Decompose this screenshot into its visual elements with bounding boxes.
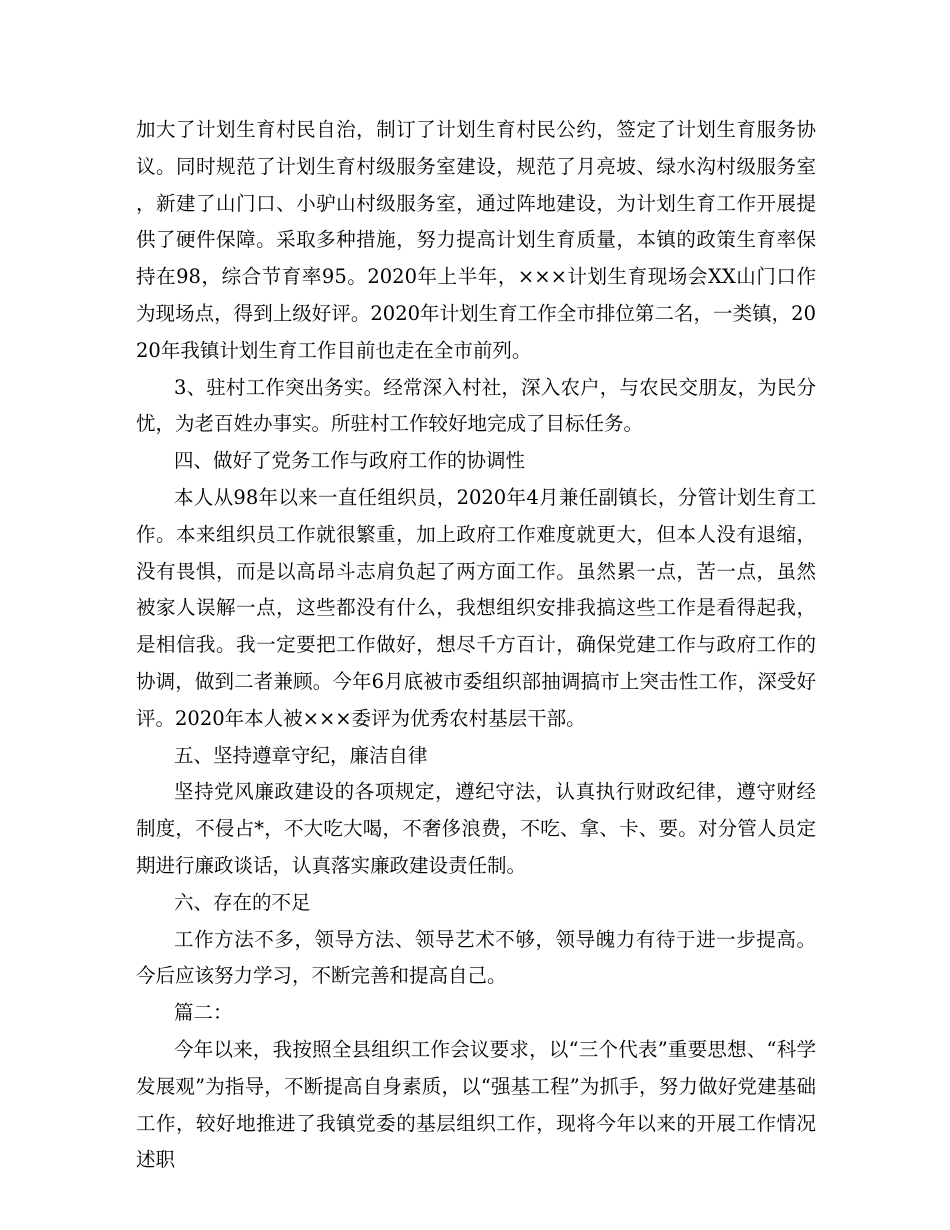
paragraph-family-planning: 加大了计划生育村民自治，制订了计划生育村民公约，签定了计划生育服务协议。同时规范了计划生育村级服务室建设，规范了月亮坡、绿水沟村级服务室，新建了山门口、小驴山村级服务室，通过阵地建设，为计划生育工作开展提供了硬件保障。采取多种措施，努力提高计划生育质量，本镇的政策生育率保持在98，综合节育率95。2020年上半年，×××计划生育现场会XX山门口作为现场点，得到上级好评。2020年计划生育工作全市排位第二名，一类镇，2020年我镇计划生育工作目前也走在全市前列。 xyxy=(136,118,816,362)
paragraph-village-work: 3、驻村工作突出务实。经常深入村社，深入农户，与农民交朋友，为民分忧，为老百姓办事实。所驻村工作较好地完成了目标任务。 xyxy=(136,375,816,436)
document-body xyxy=(136,112,816,1179)
section-heading-coordination: 四、做好了党务工作与政府工作的协调性 xyxy=(174,449,526,473)
paragraph-part-two-intro: 今年以来，我按照全县组织工作会议要求，以“三个代表”重要思想、“科学发展观”为指导，不断提高自身素质，以“强基工程”为抓手，努力做好党建基础工作，较好地推进了我镇党委的基层组织工作，现将今年以来的开展工作情况述职 xyxy=(136,1037,816,1172)
section-heading-discipline: 五、坚持遵章守纪，廉洁自律 xyxy=(174,743,428,767)
section-heading-shortcomings: 六、存在的不足 xyxy=(174,890,311,914)
paragraph-discipline: 坚持党风廉政建设的各项规定，遵纪守法，认真执行财政纪律，遵守财经制度，不侵占*，不大吃大喝，不奢侈浪费，不吃、拿、卡、要。对分管人员定期进行廉政谈话，认真落实廉政建设责任制。 xyxy=(136,780,816,877)
paragraph-coordination: 本人从98年以来一直任组织员，2020年4月兼任副镇长，分管计划生育工作。本来组织员工作就很繁重，加上政府工作难度就更大，但本人没有退缩，没有畏惧，而是以高昂斗志肩负起了两方面工作。虽然累一点，苦一点，虽然被家人误解一点，这些都没有什么，我想组织安排我搞这些工作是看得起我，是相信我。我一定要把工作做好，想尽千方百计，确保党建工作与政府工作的协调，做到二者兼顾。今年6月底被市委组织部抽调搞市上突击性工作，深受好评。2020年本人被×××委评为优秀农村基层干部。 xyxy=(136,485,816,730)
paragraph-shortcomings: 工作方法不多，领导方法、领导艺术不够，领导魄力有待于进一步提高。今后应该努力学习，不断完善和提高自己。 xyxy=(136,927,816,988)
part-two-heading: 篇二： xyxy=(174,1001,233,1025)
